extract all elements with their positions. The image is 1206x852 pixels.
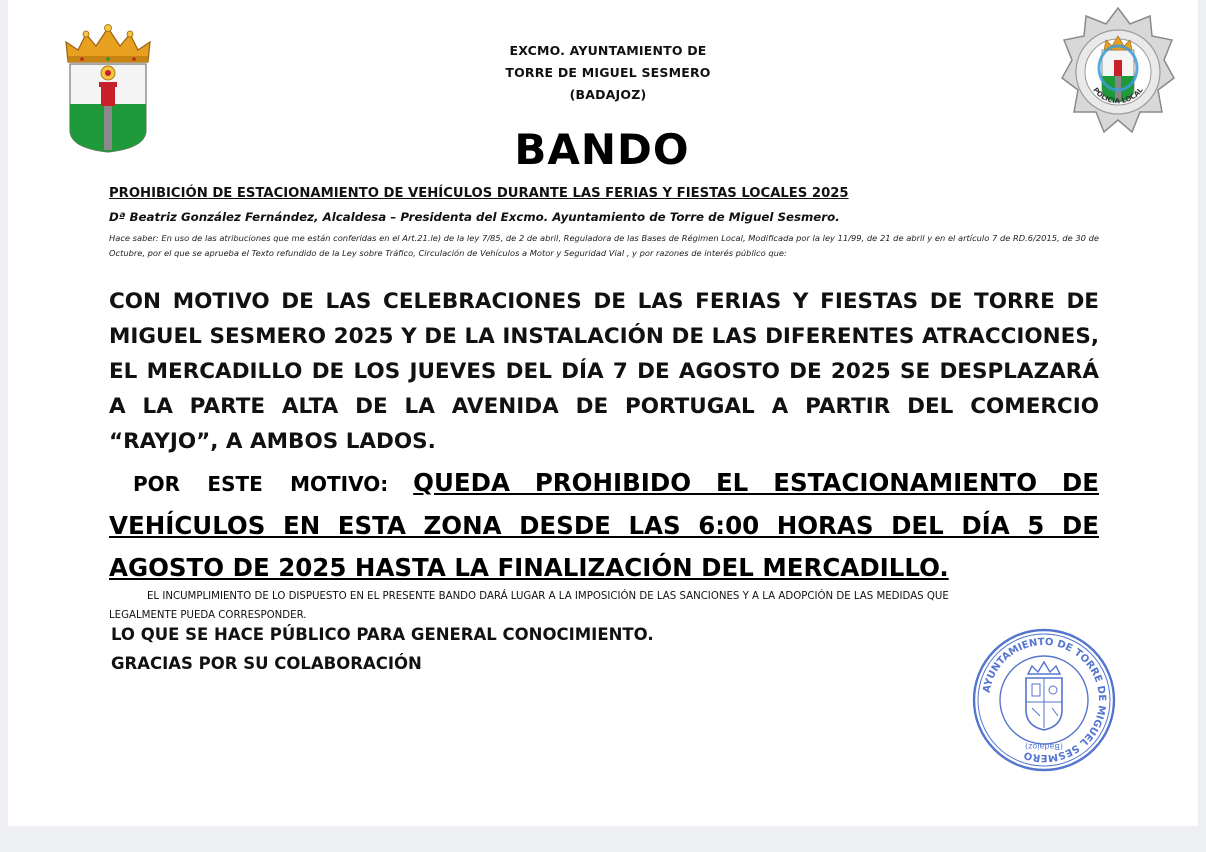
page-title: BANDO <box>514 125 690 174</box>
svg-text:(Badajoz): (Badajoz) <box>1025 742 1063 751</box>
header-line-2: TORRE DE MIGUEL SESMERO <box>505 65 711 80</box>
police-badge <box>1060 4 1176 140</box>
document-page <box>8 0 1198 826</box>
legal-basis-text: Hace saber: En uso de las atribuciones que me están conferidas en el Art.21.le) de la ley 7/85, de 2 de abril, Reguladora de las Bases de Régimen Local, Modificada por la ley 11/99, de 21 de abril y en el artículo 7 de RD.6/2015, de 30 de Octubre, por el que se aprueba el Texto refundido de la Ley sobre Tráfico, Circulación de Vehículos a Motor y Seguridad Vial , y por razones de interés público que: <box>109 233 1099 258</box>
stamp-seal-icon <box>974 630 1114 770</box>
header-line-1: EXCMO. AYUNTAMIENTO DE <box>509 43 707 58</box>
svg-text:POLICIA LOCAL: POLICIA LOCAL <box>1091 86 1145 106</box>
svg-text:AYUNTAMIENTO DE TORRE DE MIGUE: AYUNTAMIENTO DE TORRE DE MIGUEL SESMERO <box>981 636 1108 764</box>
mayor-line: Dª Beatriz González Fernández, Alcaldesa – Presidenta del Excmo. Ayuntamiento de Torre de Miguel Sesmero. <box>109 210 840 224</box>
document-subtitle: PROHIBICIÓN DE ESTACIONAMIENTO DE VEHÍCULOS DURANTE LAS FERIAS Y FIESTAS LOCALES 2025 <box>109 186 849 201</box>
prohibition-lead: POR ESTE MOTIVO: <box>133 472 389 496</box>
header-line-3: (BADAJOZ) <box>569 87 647 102</box>
closing-line-1: LO QUE SE HACE PÚBLICO PARA GENERAL CONOCIMIENTO. <box>111 625 654 644</box>
municipal-coat-of-arms <box>62 22 154 156</box>
crown-icon <box>66 25 150 63</box>
official-stamp <box>968 624 1120 776</box>
announcement-text: CON MOTIVO DE LAS CELEBRACIONES DE LAS FERIAS Y FIESTAS DE TORRE DE MIGUEL SESMERO 2025 Y DE LA INSTALACIÓN DE LAS DIFERENTES ATRACCIONES, EL MERCADILLO DE LOS JUEVES DEL DÍA 7 DE AGOSTO DE 2025 SE DESPLAZARÁ A LA PARTE ALTA DE LA AVENIDA DE PORTUGAL A PARTIR DEL COMERCIO “RAYJO”, A AMBOS LADOS. <box>109 289 1099 454</box>
prohibition-text: QUEDA PROHIBIDO EL ESTACIONAMIENTO DE VEHÍCULOS EN ESTA ZONA DESDE LAS 6:00 HORAS DEL DÍA 5 DE AGOSTO DE 2025 HASTA LA FINALIZACIÓN DEL MERCADILLO. <box>109 468 1100 582</box>
closing-line-2: GRACIAS POR SU COLABORACIÓN <box>111 654 422 673</box>
sanction-notice: EL INCUMPLIMIENTO DE LO DISPUESTO EN EL PRESENTE BANDO DARÁ LUGAR A LA IMPOSICIÓN DE LAS SANCIONES Y A LA ADOPCIÓN DE LAS MEDIDAS QUE LEGALMENTE PUEDA CORRESPONDER. <box>109 591 949 621</box>
prohibition-paragraph <box>109 462 1099 589</box>
